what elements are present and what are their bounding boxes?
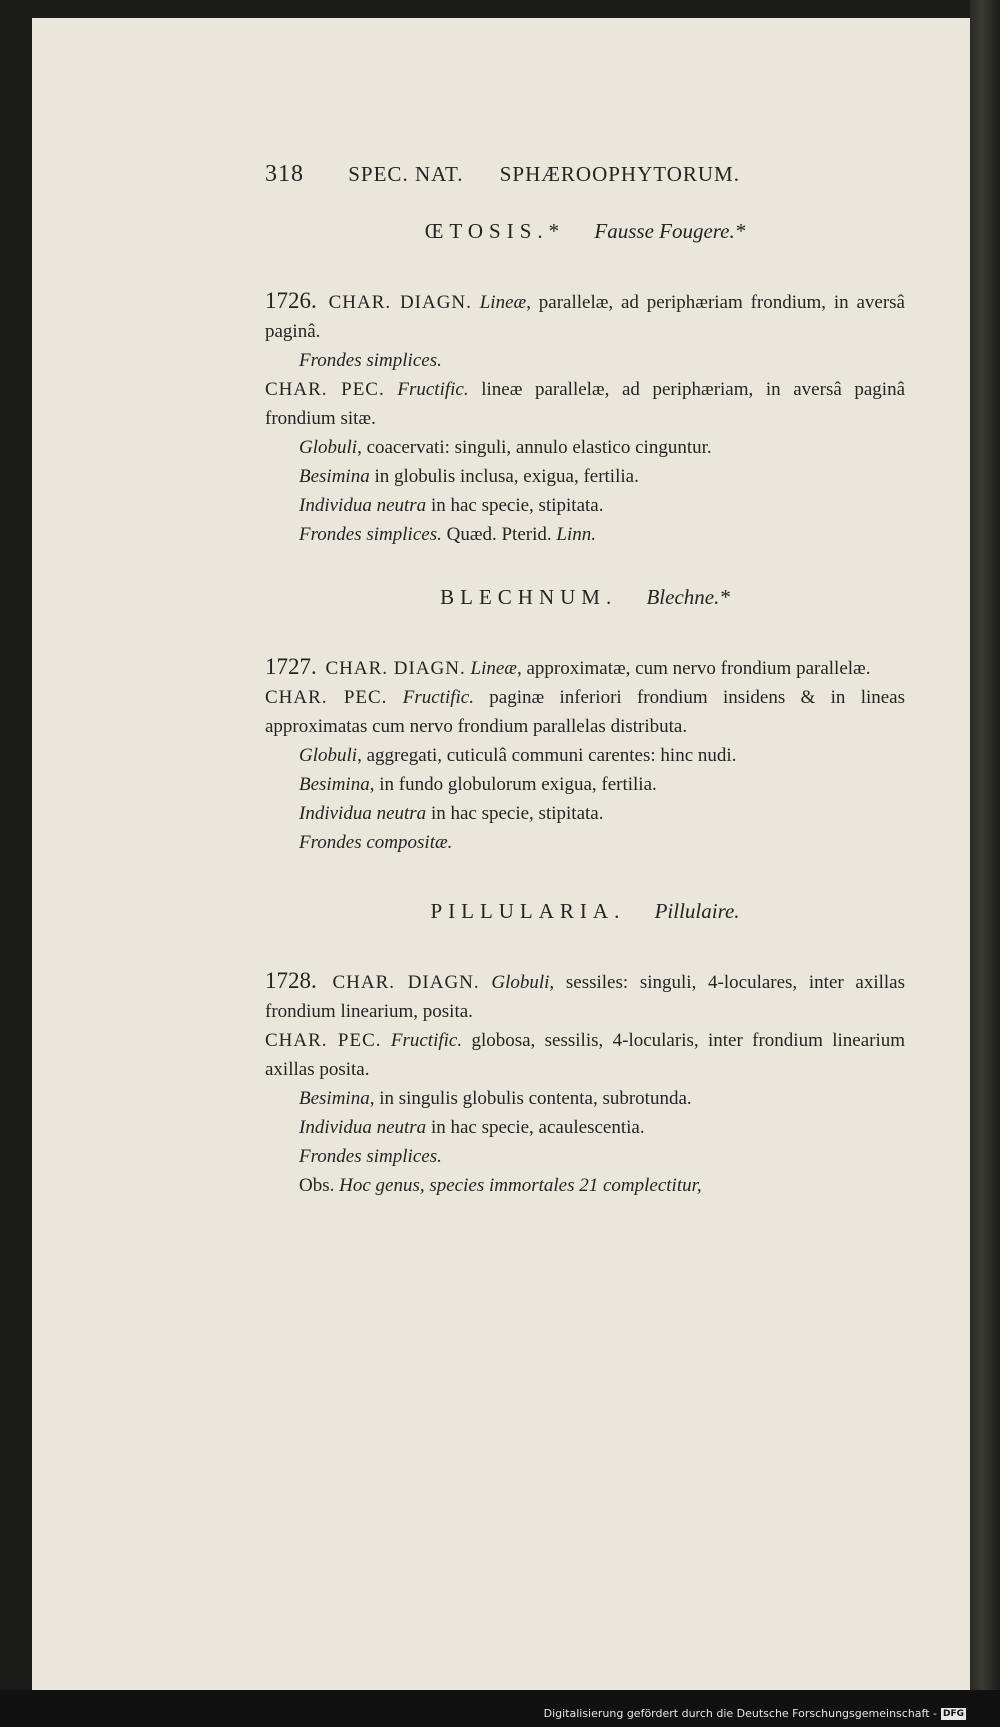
frondes-paragraph xyxy=(265,520,905,549)
frondes-italic: Frondes simplices. xyxy=(299,524,442,545)
dfg-logo: DFG xyxy=(942,1708,964,1719)
entry-number: 1728. xyxy=(265,968,317,993)
besimina-italic: Besimina xyxy=(299,466,370,487)
header-title-b: SPHÆROOPHYTORUM. xyxy=(499,162,740,186)
pec-italic: Fructific. xyxy=(397,379,469,400)
genus-heading-oetosis xyxy=(265,217,905,246)
header-title-a: SPEC. NAT. xyxy=(348,162,464,186)
besimina-paragraph xyxy=(265,1084,905,1113)
diagn-label: CHAR. DIAGN. xyxy=(332,972,480,993)
diagn-tail xyxy=(265,346,905,375)
char-pec-paragraph xyxy=(265,683,905,741)
individua-text: in hac specie, stipitata. xyxy=(430,803,604,824)
individua-italic: Individua neutra xyxy=(299,1117,427,1138)
genus-heading-pillularia xyxy=(265,897,905,926)
pec-italic: Fructific. xyxy=(402,687,474,708)
diagn-text: , approximatæ, cum nervo frondium parallelæ. xyxy=(516,658,871,679)
char-pec-paragraph xyxy=(265,375,905,433)
section-gap xyxy=(265,857,905,897)
genus-french-name: Blechne.* xyxy=(646,585,730,609)
page-content xyxy=(265,160,905,1200)
diagn-label: CHAR. DIAGN. xyxy=(325,658,466,679)
individua-paragraph xyxy=(265,799,905,828)
besimina-italic: Besimina xyxy=(299,1088,370,1109)
observation-paragraph xyxy=(265,1171,905,1200)
individua-italic: Individua neutra xyxy=(299,495,427,516)
besimina-paragraph xyxy=(265,462,905,491)
char-pec-paragraph xyxy=(265,1026,905,1084)
diagn-italic: Globuli xyxy=(491,972,550,993)
besimina-text: , in fundo globulorum exigua, fertilia. xyxy=(369,774,657,795)
digitization-credit xyxy=(544,1707,966,1720)
entry-number: 1726. xyxy=(265,288,317,313)
globuli-paragraph xyxy=(265,433,905,462)
frondes-italic: Frondes compositæ. xyxy=(299,832,453,853)
pec-text: paginæ inferiori frondium insidens & in lineas approximatas cum nervo frondium parallelas distributa. xyxy=(265,687,906,737)
entry-number: 1727. xyxy=(265,654,317,679)
frondes-tail-italic: Linn. xyxy=(556,524,596,545)
scan-edge xyxy=(970,0,1000,1727)
running-header xyxy=(265,160,905,189)
individua-text: in hac specie, acaulescentia. xyxy=(430,1117,645,1138)
globuli-text: , aggregati, cuticulâ communi carentes: hinc nudi. xyxy=(357,745,737,766)
pec-italic: Fructific. xyxy=(390,1030,463,1051)
char-diagn-paragraph xyxy=(265,652,905,683)
frondes-paragraph xyxy=(265,828,905,857)
individua-text: in hac specie, stipitata. xyxy=(430,495,604,516)
diagn-italic: Lineæ xyxy=(479,292,527,313)
char-diagn-paragraph xyxy=(265,966,905,1026)
individua-paragraph xyxy=(265,1113,905,1142)
diagn-label: CHAR. DIAGN. xyxy=(328,292,472,313)
globuli-paragraph xyxy=(265,741,905,770)
diagn-text: , parallelæ, ad periphæriam frondium, in aversâ paginâ. xyxy=(265,292,905,342)
genus-french-name: Fausse Fougere.* xyxy=(594,219,746,243)
globuli-italic: Globuli xyxy=(299,745,358,766)
pec-label: CHAR. PEC. xyxy=(265,379,385,400)
obs-label: Obs. xyxy=(299,1175,335,1196)
besimina-text: , in singulis globulis contenta, subrotunda. xyxy=(369,1088,692,1109)
pec-label: CHAR. PEC. xyxy=(265,687,388,708)
page-number: 318 xyxy=(265,161,304,187)
pec-text: globosa, sessilis, 4-locularis, inter frondium linearium axillas posita. xyxy=(265,1030,906,1080)
genus-name: BLECHNUM. xyxy=(440,585,618,609)
diagn-italic: Lineæ xyxy=(470,658,517,679)
genus-name: PILLULARIA. xyxy=(430,899,626,923)
besimina-paragraph xyxy=(265,770,905,799)
obs-italic: Hoc genus, species immortales 21 complectitur, xyxy=(339,1175,702,1196)
besimina-italic: Besimina xyxy=(299,774,370,795)
diagn-text: , sessiles: singuli, 4-loculares, inter axillas frondium linearium, posita. xyxy=(265,972,905,1022)
globuli-italic: Globuli xyxy=(299,437,358,458)
genus-heading-blechnum xyxy=(265,583,905,612)
pec-label: CHAR. PEC. xyxy=(265,1030,382,1051)
section-gap xyxy=(265,549,905,583)
individua-paragraph xyxy=(265,491,905,520)
frondes-italic: Frondes simplices. xyxy=(299,1146,442,1167)
char-diagn-paragraph xyxy=(265,286,905,346)
footer-text: Digitalisierung gefördert durch die Deutsche Forschungsgemeinschaft - xyxy=(543,1707,937,1720)
genus-french-name: Pillulaire. xyxy=(654,899,740,923)
frondes-text: Quæd. Pterid. xyxy=(446,524,552,545)
genus-name: ŒTOSIS.* xyxy=(424,219,566,243)
besimina-text: in globulis inclusa, exigua, fertilia. xyxy=(374,466,639,487)
globuli-text: , coacervati: singuli, annulo elastico cinguntur. xyxy=(357,437,712,458)
diagn-tail-italic: Frondes simplices. xyxy=(299,350,442,371)
frondes-paragraph xyxy=(265,1142,905,1171)
individua-italic: Individua neutra xyxy=(299,803,427,824)
pec-text: lineæ parallelæ, ad periphæriam, in aversâ paginâ frondium sitæ. xyxy=(265,379,906,429)
